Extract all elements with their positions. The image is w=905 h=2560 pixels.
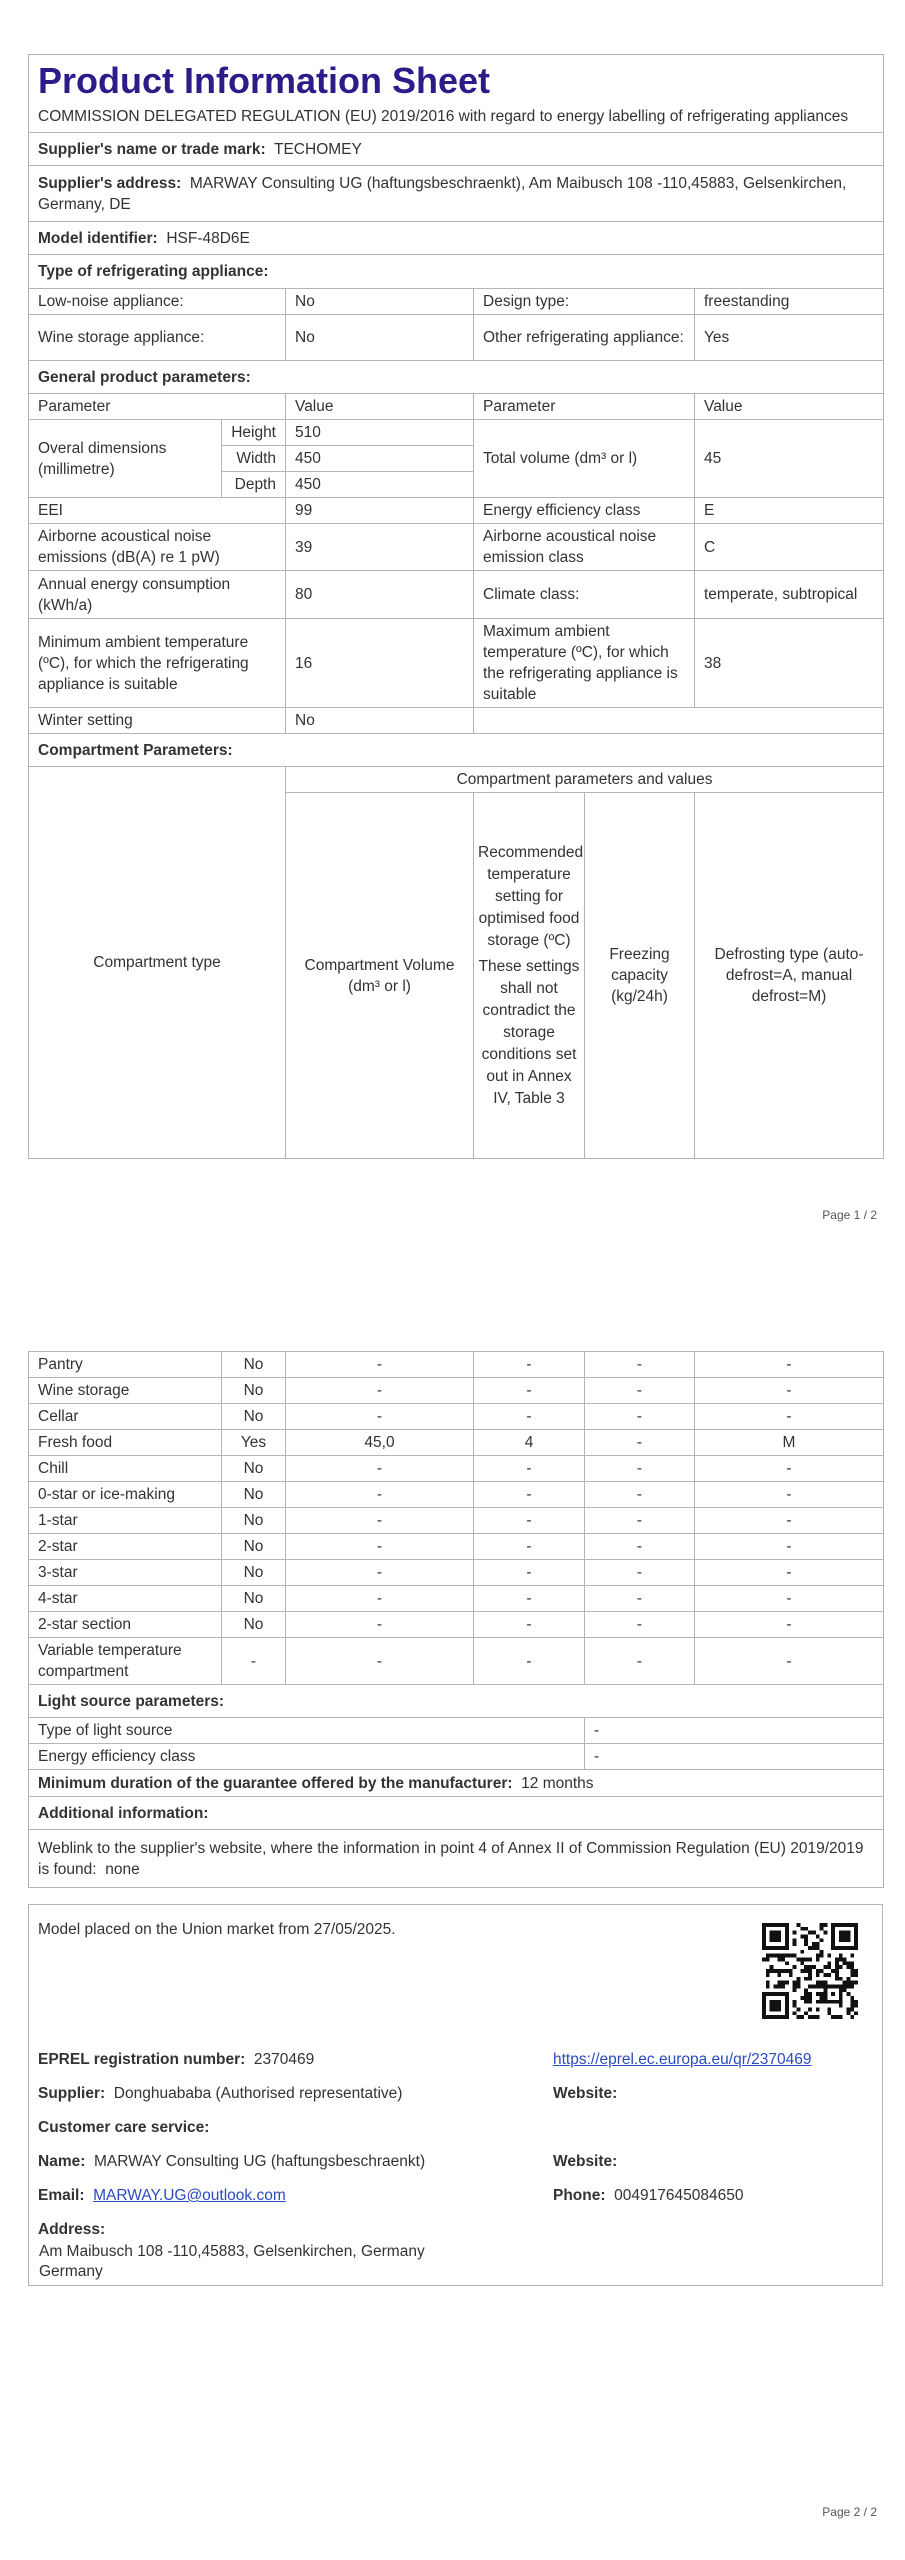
wine-storage-value: No — [286, 315, 474, 361]
placed-on-market-text: Model placed on the Union market from 27/05/2025. — [38, 1921, 396, 1938]
compartment-volume: - — [286, 1612, 474, 1638]
storage-conditions-text: These settings shall not contradict the storage conditions set out in Annex IV, Table 3 — [478, 957, 580, 1107]
min-temp-label: Minimum ambient temperature (ºC), for which the refrigerating appliance is suitable — [29, 619, 286, 708]
compartment-present: No — [222, 1352, 286, 1378]
supplier-address-value: MARWAY Consulting UG (haftungsbeschraenkt), Am Maibusch 108 -110,45883, Gelsenkirchen, Germany, DE — [38, 174, 847, 213]
compartment-row — [29, 1638, 884, 1685]
compartment-freezing: - — [585, 1456, 695, 1482]
compartment-temp: - — [474, 1404, 585, 1430]
compartment-freezing: - — [585, 1404, 695, 1430]
weblink-value: none — [105, 1860, 140, 1878]
compartment-name: Pantry — [29, 1352, 222, 1378]
compartment-temp: - — [474, 1534, 585, 1560]
compartment-temp: - — [474, 1508, 585, 1534]
depth-value: 450 — [286, 472, 474, 498]
appliance-type-heading-row — [29, 255, 884, 289]
total-volume-value: 45 — [695, 420, 884, 498]
compartment-volume: - — [286, 1638, 474, 1685]
compartment-heading-row — [29, 734, 884, 767]
compartment-temp: 4 — [474, 1430, 585, 1456]
light-class-row — [29, 1744, 884, 1770]
phone-label: Phone: — [553, 2187, 606, 2204]
compartment-volume: - — [286, 1482, 474, 1508]
phone-value: 004917645084650 — [614, 2187, 744, 2204]
compartment-temp: - — [474, 1482, 585, 1508]
other-appliance-value: Yes — [695, 315, 884, 361]
supplier-line — [38, 2083, 402, 2105]
email-label: Email: — [38, 2187, 85, 2204]
width-label: Width — [222, 446, 286, 472]
product-info-table — [28, 54, 884, 1159]
eei-value: 99 — [286, 498, 474, 524]
eprel-link[interactable]: https://eprel.ec.europa.eu/qr/2370469 — [553, 2051, 812, 2068]
compartment-rows — [29, 1352, 884, 1685]
compartment-volume: - — [286, 1560, 474, 1586]
appliance-type-heading: Type of refrigerating appliance: — [29, 255, 884, 289]
compartment-freezing: - — [585, 1638, 695, 1685]
height-row — [29, 420, 884, 446]
compartment-name: Cellar — [29, 1404, 222, 1430]
compartment-present: No — [222, 1560, 286, 1586]
compartment-defrost: - — [695, 1378, 884, 1404]
compartment-present: - — [222, 1638, 286, 1685]
compartment-row — [29, 1586, 884, 1612]
eprel-line — [38, 2049, 314, 2071]
light-type-row — [29, 1718, 884, 1744]
compartment-temp: - — [474, 1378, 585, 1404]
low-noise-value: No — [286, 289, 474, 315]
general-heading-row — [29, 361, 884, 394]
website-label-2: Website: — [553, 2153, 618, 2170]
compartment-temp: - — [474, 1456, 585, 1482]
general-heading: General product parameters: — [29, 361, 884, 394]
light-heading-row — [29, 1685, 884, 1718]
model-identifier-row — [29, 222, 884, 255]
compartment-temp: - — [474, 1560, 585, 1586]
noise-class-label: Airborne acoustical noise emission class — [474, 524, 695, 571]
compartment-group-header: Compartment parameters and values — [286, 767, 884, 793]
compartment-name: Wine storage — [29, 1378, 222, 1404]
compartment-name: 0-star or ice-making — [29, 1482, 222, 1508]
dimensions-label: Overal dimensions (millimetre) — [29, 420, 222, 498]
compartment-heading: Compartment Parameters: — [29, 734, 884, 767]
compartment-freezing: - — [585, 1378, 695, 1404]
compartment-type-header: Compartment type — [29, 767, 286, 1159]
light-type-value: - — [585, 1718, 884, 1744]
compartment-temp: - — [474, 1638, 585, 1685]
email-link[interactable]: MARWAY.UG@outlook.com — [93, 2187, 286, 2204]
compartment-row — [29, 1508, 884, 1534]
supplier-value: Donghuababa (Authorised representative) — [113, 2085, 403, 2102]
energy-row — [29, 571, 884, 619]
compartment-name: Variable temperature compartment — [29, 1638, 222, 1685]
compartment-row — [29, 1352, 884, 1378]
guarantee-label: Minimum duration of the guarantee offered by the manufacturer: — [38, 1774, 513, 1792]
compartment-freezing: - — [585, 1508, 695, 1534]
light-class-label: Energy efficiency class — [29, 1744, 585, 1770]
compartment-present: No — [222, 1586, 286, 1612]
compartment-present: No — [222, 1534, 286, 1560]
page-number-2: Page 2 / 2 — [822, 2505, 877, 2519]
email-line — [38, 2185, 286, 2207]
page-1-sheet — [28, 54, 883, 1159]
compartment-row — [29, 1456, 884, 1482]
compartment-defrost: - — [695, 1508, 884, 1534]
model-identifier-value: HSF-48D6E — [166, 229, 250, 247]
defrosting-type-header: Defrosting type (auto-defrost=A, manual defrost=M) — [695, 793, 884, 1159]
eprel-value: 2370469 — [253, 2051, 315, 2068]
compartment-defrost: - — [695, 1612, 884, 1638]
supplier-name-row — [29, 133, 884, 166]
compartment-volume: 45,0 — [286, 1430, 474, 1456]
general-header-row — [29, 394, 884, 420]
compartment-row — [29, 1560, 884, 1586]
address-label: Address: — [38, 2221, 106, 2238]
value-header: Value — [286, 394, 474, 420]
compartment-freezing: - — [585, 1534, 695, 1560]
climate-label: Climate class: — [474, 571, 695, 619]
height-label: Height — [222, 420, 286, 446]
compartment-defrost: - — [695, 1534, 884, 1560]
compartment-table — [28, 1351, 884, 1888]
compartment-name: 4-star — [29, 1586, 222, 1612]
compartment-volume: - — [286, 1378, 474, 1404]
eec-value: E — [695, 498, 884, 524]
light-heading: Light source parameters: — [29, 1685, 884, 1718]
model-identifier-label: Model identifier: — [38, 229, 158, 247]
wine-storage-row — [29, 315, 884, 361]
value-header-2: Value — [695, 394, 884, 420]
winter-label: Winter setting — [29, 708, 286, 734]
website-label-1: Website: — [553, 2085, 618, 2102]
total-volume-label: Total volume (dm³ or l) — [474, 420, 695, 498]
compartment-row — [29, 1378, 884, 1404]
weblink-text: Weblink to the supplier's website, where the information in point 4 of Annex II of Commission Regulation (EU) 2019/2019 is found: — [38, 1839, 864, 1878]
compartment-volume-header: Compartment Volume (dm³ or l) — [286, 793, 474, 1159]
compartment-temp: - — [474, 1586, 585, 1612]
compartment-present: No — [222, 1378, 286, 1404]
compartment-volume: - — [286, 1586, 474, 1612]
page-title: Product Information Sheet — [38, 60, 491, 101]
title-row — [29, 55, 884, 133]
address-line-2: Germany — [39, 2263, 103, 2280]
parameter-header: Parameter — [29, 394, 286, 420]
additional-heading-row — [29, 1797, 884, 1830]
compartment-defrost: M — [695, 1430, 884, 1456]
wine-storage-label: Wine storage appliance: — [29, 315, 286, 361]
light-type-label: Type of light source — [29, 1718, 585, 1744]
eprel-label: EPREL registration number: — [38, 2051, 246, 2068]
low-noise-label: Low-noise appliance: — [29, 289, 286, 315]
depth-label: Depth — [222, 472, 286, 498]
light-class-value: - — [585, 1744, 884, 1770]
compartment-name: Chill — [29, 1456, 222, 1482]
page-2-sheet — [28, 1351, 883, 1888]
eei-label: EEI — [29, 498, 286, 524]
compartment-name: 2-star section — [29, 1612, 222, 1638]
compartment-name: 1-star — [29, 1508, 222, 1534]
ambient-temp-row — [29, 619, 884, 708]
compartment-present: Yes — [222, 1430, 286, 1456]
compartment-defrost: - — [695, 1560, 884, 1586]
compartment-freezing: - — [585, 1352, 695, 1378]
energy-label: Annual energy consumption (kWh/a) — [29, 571, 286, 619]
regulation-text: COMMISSION DELEGATED REGULATION (EU) 2019/2016 with regard to energy labelling of refrigerating appliances — [38, 108, 849, 125]
compartment-defrost: - — [695, 1638, 884, 1685]
winter-empty-cell — [474, 708, 884, 734]
height-value: 510 — [286, 420, 474, 446]
parameter-header-2: Parameter — [474, 394, 695, 420]
compartment-present: No — [222, 1456, 286, 1482]
market-info-box — [28, 1904, 883, 2286]
low-noise-row — [29, 289, 884, 315]
qr-code-icon[interactable] — [762, 1923, 858, 2019]
additional-heading: Additional information: — [29, 1797, 884, 1830]
supplier-address-label: Supplier's address: — [38, 174, 182, 192]
compartment-name: 2-star — [29, 1534, 222, 1560]
compartment-freezing: - — [585, 1482, 695, 1508]
compartment-group-header-row — [29, 767, 884, 793]
compartment-freezing: - — [585, 1560, 695, 1586]
supplier-label: Supplier: — [38, 2085, 106, 2102]
climate-value: temperate, subtropical — [695, 571, 884, 619]
compartment-row — [29, 1534, 884, 1560]
compartment-name: Fresh food — [29, 1430, 222, 1456]
compartment-freezing: - — [585, 1430, 695, 1456]
other-appliance-label: Other refrigerating appliance: — [474, 315, 695, 361]
width-value: 450 — [286, 446, 474, 472]
max-temp-label: Maximum ambient temperature (ºC), for which the refrigerating appliance is suitable — [474, 619, 695, 708]
compartment-present: No — [222, 1404, 286, 1430]
compartment-name: 3-star — [29, 1560, 222, 1586]
name-value: MARWAY Consulting UG (haftungsbeschraenkt) — [94, 2153, 426, 2170]
winter-row — [29, 708, 884, 734]
design-type-value: freestanding — [695, 289, 884, 315]
compartment-defrost: - — [695, 1352, 884, 1378]
design-type-label: Design type: — [474, 289, 695, 315]
compartment-temp: - — [474, 1612, 585, 1638]
compartment-defrost: - — [695, 1404, 884, 1430]
compartment-volume: - — [286, 1534, 474, 1560]
page-number-1: Page 1 / 2 — [822, 1208, 877, 1222]
winter-value: No — [286, 708, 474, 734]
compartment-present: No — [222, 1612, 286, 1638]
compartment-defrost: - — [695, 1586, 884, 1612]
name-line — [38, 2151, 425, 2173]
compartment-volume: - — [286, 1508, 474, 1534]
eec-label: Energy efficiency class — [474, 498, 695, 524]
freezing-capacity-header: Freezing capacity (kg/24h) — [585, 793, 695, 1159]
compartment-volume: - — [286, 1352, 474, 1378]
compartment-volume: - — [286, 1456, 474, 1482]
supplier-name-label: Supplier's name or trade mark: — [38, 140, 266, 158]
noise-value: 39 — [286, 524, 474, 571]
compartment-present: No — [222, 1482, 286, 1508]
noise-row — [29, 524, 884, 571]
noise-class-value: C — [695, 524, 884, 571]
compartment-defrost: - — [695, 1456, 884, 1482]
compartment-row — [29, 1482, 884, 1508]
name-label: Name: — [38, 2153, 86, 2170]
weblink-row — [29, 1830, 884, 1888]
compartment-freezing: - — [585, 1586, 695, 1612]
supplier-name-value: TECHOMEY — [274, 140, 362, 158]
supplier-address-row — [29, 166, 884, 222]
compartment-defrost: - — [695, 1482, 884, 1508]
guarantee-value: 12 months — [521, 1774, 594, 1792]
compartment-temp: - — [474, 1352, 585, 1378]
phone-line — [553, 2185, 743, 2207]
recommended-temp-text: Recommended temperature setting for optimised food storage (ºC) — [478, 843, 584, 949]
compartment-row — [29, 1404, 884, 1430]
eei-row — [29, 498, 884, 524]
energy-value: 80 — [286, 571, 474, 619]
customer-care-label: Customer care service: — [38, 2119, 210, 2136]
compartment-present: No — [222, 1508, 286, 1534]
min-temp-value: 16 — [286, 619, 474, 708]
guarantee-row — [29, 1770, 884, 1797]
recommended-temp-header — [474, 793, 585, 1159]
compartment-row — [29, 1612, 884, 1638]
address-line-1: Am Maibusch 108 -110,45883, Gelsenkirchen, Germany — [39, 2243, 425, 2260]
compartment-row — [29, 1430, 884, 1456]
compartment-freezing: - — [585, 1612, 695, 1638]
max-temp-value: 38 — [695, 619, 884, 708]
compartment-volume: - — [286, 1404, 474, 1430]
noise-label: Airborne acoustical noise emissions (dB(A) re 1 pW) — [29, 524, 286, 571]
